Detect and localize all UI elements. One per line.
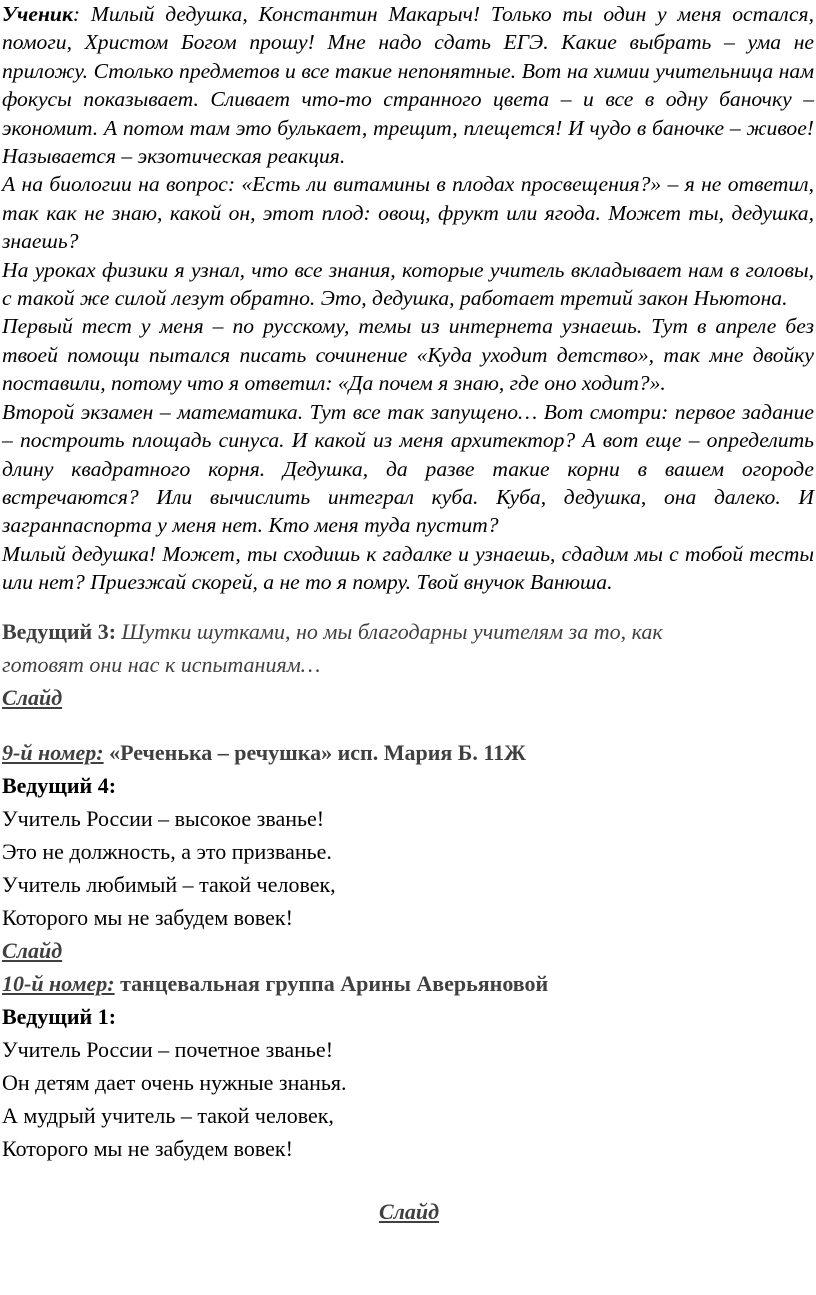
letter-paragraph-5: Второй экзамен – математика. Тут все так запущено… Вот смотри: первое задание – построить площадь синуса. И какой из меня архитектор? А вот еще – определить длину квадратного корня. Дедушка, да разве такие корни в вашем огороде встречаются? Или вычислить интеграл куба. Куба, дедушка, она далеко. И загранпаспорта у меня нет. Кто меня туда пустит?: [2, 399, 814, 538]
host4-poem-line-2: Это не должность, а это призванье.: [2, 838, 332, 864]
spacer: [2, 714, 816, 736]
spacer: [2, 1165, 816, 1195]
speaker-label: Ученик: [2, 2, 73, 26]
host1-poem-line-2: Он детям дает очень нужные знанья.: [2, 1069, 347, 1095]
host1-poem-line-1: Учитель России – почетное званье!: [2, 1036, 334, 1062]
letter-paragraph-1: [2, 0, 814, 170]
spacer: [2, 597, 816, 615]
number10-text: танцевальная группа Арины Аверьяновой: [114, 970, 549, 996]
slide-label-3: Слайд: [378, 1198, 440, 1224]
number10-line: [2, 967, 816, 1000]
number9-line: [2, 736, 816, 769]
number9-label: 9-й номер:: [2, 739, 104, 765]
number9-text: «Реченька – речушка» исп. Мария Б. 11Ж: [103, 739, 526, 765]
host4-poem-line-4: Которого мы не забудем вовек!: [2, 904, 293, 930]
letter-paragraph-3: На уроках физики я узнал, что все знания, которые учитель вкладывает нам в головы, с такой же силой лезут обратно. Это, дедушка, работает третий закон Ньютона.: [2, 257, 814, 311]
host1-label: Ведущий 1:: [2, 1003, 117, 1029]
letter-paragraph-2: А на биологии на вопрос: «Есть ли витамины в плодах просвещения?» – я не ответил, так как не знаю, какой он, этот плод: овощ, фрукт или ягода. Может ты, дедушка, знаешь?: [2, 172, 814, 254]
host3-line-2: [2, 648, 816, 681]
host3-text-1: Шутки шутками, но мы благодарны учителям за то, как: [116, 618, 663, 644]
student-letter: [2, 0, 814, 597]
host1-poem-line-4: Которого мы не забудем вовек!: [2, 1135, 293, 1161]
number10-label: 10-й номер:: [2, 970, 115, 996]
host4-poem-line-3: Учитель любимый – такой человек,: [2, 871, 336, 897]
letter-paragraph-4: Первый тест у меня – по русскому, темы из интернета узнаешь. Тут в апреле без твоей помощи пытался писать сочинение «Куда уходит детство», так мне двойку поставили, потому что я ответил: «Да почем я знаю, где оно ходит?».: [2, 314, 814, 396]
slide-label-2: Слайд: [2, 937, 63, 963]
host4-poem-line-1: Учитель России – высокое званье!: [2, 805, 325, 831]
host3-line-1: [2, 615, 816, 648]
slide-label-1: Слайд: [2, 684, 63, 710]
letter-text-1: : Милый дедушка, Константин Макарыч! Только ты один у меня остался, помоги, Христом Богом прошу! Мне надо сдать ЕГЭ. Какие выбрать – ума не приложу. Столько предметов и все такие непонятные. Вот на химии учительница нам фокусы показывает. Сливает что-то странного цвета – и все в одну баночку – экономит. А потом там это булькает, трещит, плещется! И чудо в баночке – живое! Называется – экзотическая реакция.: [2, 2, 814, 169]
host3-text-2: готовят они нас к испытаниям…: [2, 651, 321, 677]
host4-label: Ведущий 4:: [2, 772, 117, 798]
letter-paragraph-6: Милый дедушка! Может, ты сходишь к гадалке и узнаешь, сдадим мы с тобой тесты или нет? Приезжай скорей, а не то я помру. Твой внучок Ванюша.: [2, 541, 814, 595]
host1-poem-line-3: А мудрый учитель – такой человек,: [2, 1102, 334, 1128]
host3-label: Ведущий 3:: [2, 618, 117, 644]
